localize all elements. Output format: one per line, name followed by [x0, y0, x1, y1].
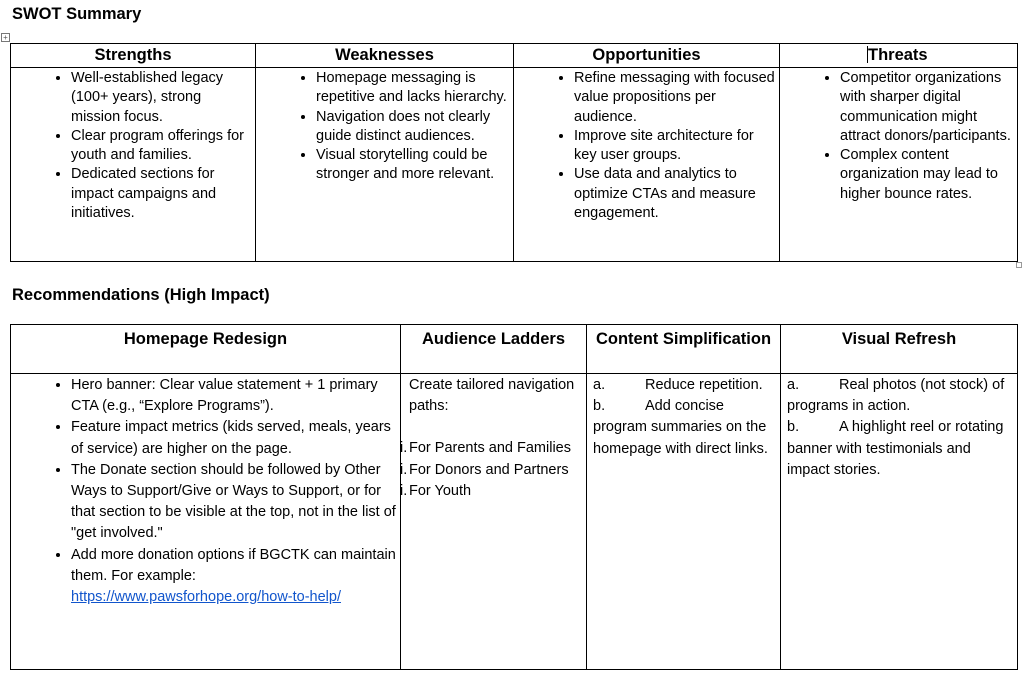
- header-strengths: Strengths: [11, 44, 256, 68]
- threats-cell[interactable]: [780, 68, 1018, 262]
- header-visual-refresh: Visual Refresh: [781, 325, 1018, 374]
- swot-table: [10, 43, 1018, 262]
- list-item: • Competitor organizations with sharper digital communication might attract donors/participants.: [840, 69, 1013, 146]
- list-item: • Well-established legacy (100+ years), strong mission focus.: [71, 69, 251, 127]
- audience-ladders-cell[interactable]: [401, 374, 587, 670]
- list-item: • The Donate section should be followed by Other Ways to Support/Give or Ways to Support, or for that section to be visible at the top, not in the list of "get involved.": [71, 460, 396, 545]
- list-item: • Hero banner: Clear value statement + 1 primary CTA (e.g., “Explore Programs”).: [71, 375, 396, 417]
- header-homepage-redesign: Homepage Redesign: [11, 325, 401, 374]
- list-item: • Homepage messaging is repetitive and lacks hierarchy.: [316, 69, 509, 108]
- list-item: • Complex content organization may lead to higher bounce rates.: [840, 146, 1013, 204]
- list-item: • Clear program offerings for youth and families.: [71, 127, 251, 166]
- swot-heading: SWOT Summary: [12, 5, 142, 23]
- list-item: i. For Youth: [400, 482, 472, 499]
- list-item: a. Reduce repetition.: [593, 377, 763, 393]
- header-weaknesses: Weaknesses: [256, 44, 514, 68]
- list-item: • Refine messaging with focused value propositions per audience.: [574, 69, 775, 127]
- content-simplification-cell[interactable]: [587, 374, 781, 670]
- example-link[interactable]: https://www.pawsforhope.org/how-to-help/: [71, 589, 341, 606]
- list-item: • Visual storytelling could be stronger and more relevant.: [316, 146, 509, 185]
- recommendations-table: [10, 324, 1018, 670]
- table-resize-handle-icon[interactable]: [1016, 262, 1022, 268]
- homepage-redesign-cell[interactable]: [11, 374, 401, 670]
- weaknesses-cell[interactable]: [256, 68, 514, 262]
- header-opportunities: Opportunities: [514, 44, 780, 68]
- list-item: • Improve site architecture for key user groups.: [574, 127, 775, 166]
- list-item: b. Add concise program summaries on the homepage with direct links.: [593, 398, 768, 457]
- list-item: b. A highlight reel or rotating banner with testimonials and impact stories.: [787, 419, 1004, 478]
- list-item: • Dedicated sections for impact campaigns and initiatives.: [71, 165, 251, 223]
- list-item: • Use data and analytics to optimize CTAs and measure engagement.: [574, 165, 775, 223]
- list-item: i. For Parents and Families: [400, 440, 571, 457]
- header-content-simplification: Content Simplification: [587, 325, 781, 374]
- strengths-cell[interactable]: [11, 68, 256, 262]
- audience-intro: Create tailored navigation paths:: [409, 377, 575, 415]
- list-item: • Feature impact metrics (kids served, meals, years of service) are higher on the page.: [71, 417, 396, 459]
- list-item: • Add more donation options if BGCTK can maintain them. For example: https://www.pawsforhope.org/how-to-help/: [71, 545, 396, 609]
- visual-refresh-cell[interactable]: [781, 374, 1018, 670]
- list-item: i. For Donors and Partners: [400, 461, 569, 478]
- list-item: • Navigation does not clearly guide distinct audiences.: [316, 108, 509, 147]
- recommendations-heading: Recommendations (High Impact): [12, 286, 270, 304]
- list-item: a. Real photos (not stock) of programs in action.: [787, 377, 1005, 415]
- header-threats: Threats: [780, 44, 1018, 68]
- opportunities-cell[interactable]: [514, 68, 780, 262]
- header-audience-ladders: Audience Ladders: [401, 325, 587, 374]
- table-move-handle-icon[interactable]: +: [1, 33, 10, 42]
